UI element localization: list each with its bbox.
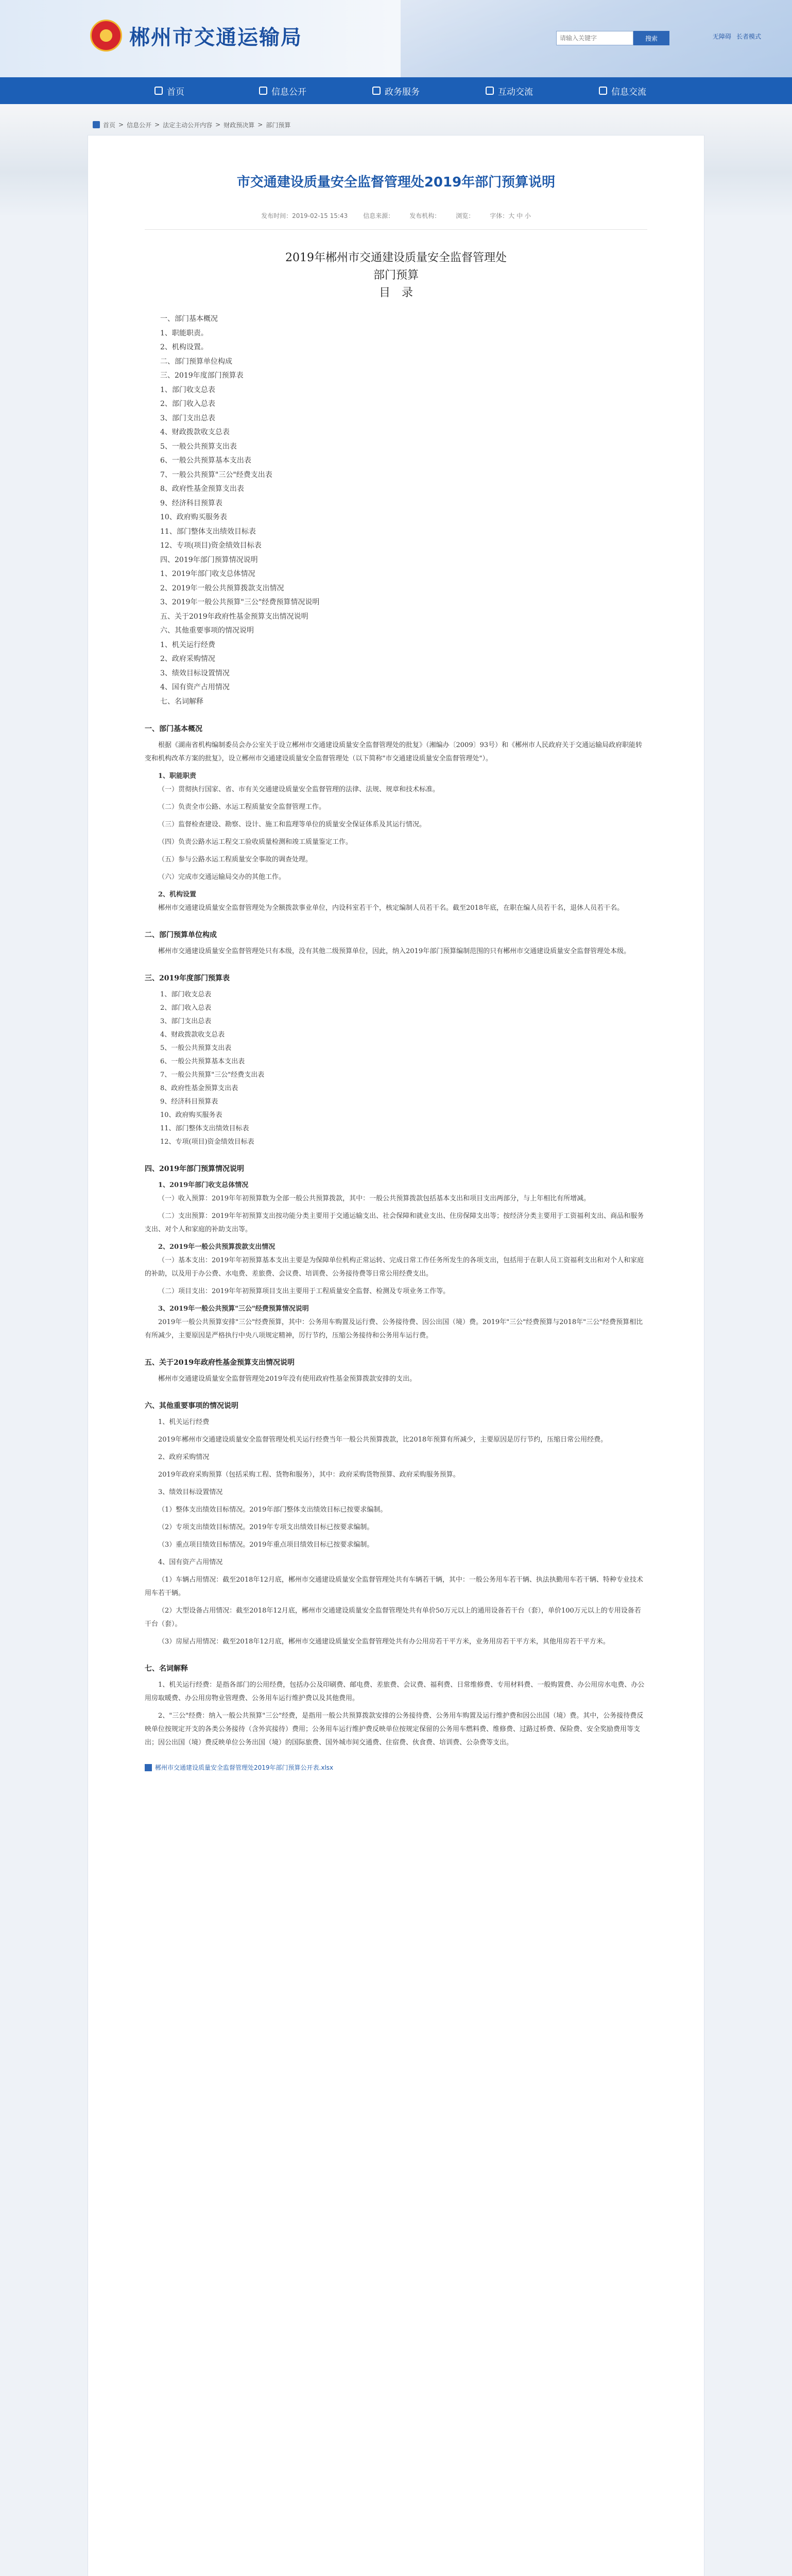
toc-item: 五、关于2019年政府性基金预算支出情况说明 xyxy=(160,612,308,621)
budget-table-item: 5、一般公共预算支出表 xyxy=(160,1044,232,1052)
budget-table-item: 11、部门整体支出绩效目标表 xyxy=(160,1125,249,1132)
budget-table-item: 7、一般公共预算"三公"经费支出表 xyxy=(160,1071,265,1079)
toc-item: 2、机构设置。 xyxy=(160,343,208,351)
national-emblem-icon xyxy=(90,20,122,52)
paragraph: （二）项目支出：2019年年初预算项目支出主要用于工程质量安全监督、检测及专项业务工作等。 xyxy=(158,1287,450,1295)
exchange-icon xyxy=(599,87,607,95)
duty-item: （六）完成市交通运输局交办的其他工作。 xyxy=(158,873,286,881)
subsection-title: 1、2019年部门收支总体情况 xyxy=(158,1181,249,1189)
section-title: 七、名词解释 xyxy=(145,1665,188,1673)
chat-icon xyxy=(486,87,494,95)
other-matter-item: （1）整体支出绩效目标情况。2019年部门整体支出绩效目标已按要求编制。 xyxy=(158,1506,387,1514)
doc-heading: 2019年郴州市交通建设质量安全监督管理处 xyxy=(285,251,507,264)
paragraph: 郴州市交通建设质量安全监督管理处只有本级，没有其他二级预算单位，因此，纳入2019年部门预算编制范围的只有郴州市交通建设质量安全监督管理处本级。 xyxy=(158,947,631,955)
toc-heading: 目 录 xyxy=(378,286,413,299)
home-icon xyxy=(154,87,163,95)
other-matter-item: 2019年政府采购预算（包括采购工程、货物和服务），其中：政府采购货物预算、政府采购服务预算。 xyxy=(158,1471,460,1479)
breadcrumb-info-public[interactable]: 信息公开 xyxy=(127,121,152,129)
nav-item-interaction[interactable]: 互动交流 xyxy=(453,77,566,104)
breadcrumb-budget[interactable]: 财政预决算 xyxy=(223,121,255,129)
search-button[interactable]: 搜索 xyxy=(633,31,669,45)
meta-publish-time: 发布时间：2019-02-15 15:43 xyxy=(261,212,348,219)
meta-publisher: 发布机构： xyxy=(409,212,441,219)
other-matter-item: （2）大型设备占用情况：截至2018年12月底，郴州市交通建设质量安全监督管理处共有单价50万元以上的通用设备若干台（套），单价100万元以上的专用设备若干台（套）。 xyxy=(145,1607,641,1628)
subsection-title: 2、2019年一般公共预算拨款支出情况 xyxy=(158,1243,276,1251)
toc-item: 10、政府购买服务表 xyxy=(160,513,227,521)
toc-item: 四、2019年部门预算情况说明 xyxy=(160,555,258,564)
paragraph: （一）基本支出：2019年年初预算基本支出主要是为保障单位机构正常运转、完成日常工作任务所发生的各项支出，包括用于在职人员工资福利支出和对个人和家庭的补助，以及用于办公费、水电费、差旅费、会议费、培训费、公务接待费等日常公用经费支出。 xyxy=(145,1257,644,1278)
toc-item: 1、职能职责。 xyxy=(160,329,208,337)
budget-table-item: 4、财政拨款收支总表 xyxy=(160,1031,225,1039)
toc-item: 六、其他重要事项的情况说明 xyxy=(160,626,254,635)
toc-item: 4、财政拨款收支总表 xyxy=(160,428,230,436)
other-matter-item: 2019年郴州市交通建设质量安全监督管理处机关运行经费当年一般公共预算拨款，比2018年预算有所减少，主要原因是厉行节约，压缩日常公用经费。 xyxy=(158,1436,608,1444)
breadcrumb-dept-budget[interactable]: 部门预算 xyxy=(266,121,291,129)
other-matter-item: 4、国有资产占用情况 xyxy=(158,1558,223,1566)
glossary-item: 2、"三公"经费：纳入一般公共预算"三公"经费，是指用一般公共预算拨款安排的公务接待费、公务用车购置及运行维护费和因公出国（境）费。其中，公务接待费反映单位按规定开支的各类公务接待（含外宾接待）费用；公务用车运行维护费反映单位按规定保留的公务用车燃料费、维修费、过路过桥费、保险费、安全奖励费用等支出；因公出国（境）费反映单位公务出国（境）的国际旅费、国外城市间交通费、住宿费、伙食费、培训费、公杂费等支出。 xyxy=(145,1712,644,1747)
toc-item: 3、部门支出总表 xyxy=(160,414,215,422)
article-container xyxy=(88,135,704,2576)
table-of-contents xyxy=(145,312,647,709)
budget-table-item: 2、部门收入总表 xyxy=(160,1004,212,1012)
location-icon xyxy=(93,121,100,128)
toc-item: 2、2019年一般公共预算拨款支出情况 xyxy=(160,584,284,592)
other-matter-item: （3）重点项目绩效目标情况。2019年重点项目绩效目标已按要求编制。 xyxy=(158,1541,374,1549)
document-icon xyxy=(259,87,267,95)
site-logo[interactable] xyxy=(90,20,302,52)
other-matter-item: 1、机关运行经费 xyxy=(158,1418,210,1426)
service-icon xyxy=(372,87,381,95)
toc-item: 2、政府采购情况 xyxy=(160,655,215,663)
top-header xyxy=(0,0,792,77)
nav-item-home[interactable]: 首页 xyxy=(113,77,226,104)
section-title: 六、其他重要事项的情况说明 xyxy=(145,1402,238,1410)
section-title: 五、关于2019年政府性基金预算支出情况说明 xyxy=(145,1359,295,1367)
paragraph: 根据《湖南省机构编制委员会办公室关于设立郴州市交通建设质量安全监督管理处的批复》（湘编办〔2009〕93号）和《郴州市人民政府关于交通运输局政府职能转变和机构改革方案的批复》，设立郴州市交通建设质量安全监督管理处（以下简称"市交通建设质量安全监督管理处"）。 xyxy=(145,741,643,762)
section-title: 一、部门基本概况 xyxy=(145,725,202,733)
attachment-name: 郴州市交通建设质量安全监督管理处2019年部门预算公开表.xlsx xyxy=(155,1764,334,1771)
section-title: 二、部门预算单位构成 xyxy=(145,931,217,939)
budget-table-item: 8、政府性基金预算支出表 xyxy=(160,1084,238,1092)
elder-mode-link[interactable]: 长者模式 xyxy=(736,33,761,40)
duty-item: （三）监督检查建设、勘察、设计、施工和监理等单位的质量安全保证体系及其运行情况。 xyxy=(158,821,426,828)
breadcrumb: 首页 > 信息公开 > 法定主动公开内容 > 财政预决算 > 部门预算 xyxy=(88,114,704,135)
toc-item: 七、名词解释 xyxy=(160,697,203,706)
meta-source: 信息来源： xyxy=(363,212,394,219)
paragraph: 郴州市交通建设质量安全监督管理处2019年没有使用政府性基金预算拨款安排的支出。 xyxy=(158,1375,417,1383)
duty-item: （二）负责全市公路、水运工程质量安全监督管理工作。 xyxy=(158,803,326,811)
other-matter-item: 3、绩效目标设置情况 xyxy=(158,1488,223,1496)
budget-table-item: 6、一般公共预算基本支出表 xyxy=(160,1058,245,1065)
budget-table-item: 12、专项(项目)资金绩效目标表 xyxy=(160,1138,254,1146)
toc-item: 12、专项(项目)资金绩效目标表 xyxy=(160,541,262,550)
nav-item-info-public[interactable]: 信息公开 xyxy=(226,77,339,104)
subsection-title: 3、2019年一般公共预算"三公"经费预算情况说明 xyxy=(158,1305,309,1313)
meta-font-size[interactable]: 字体：大 中 小 xyxy=(490,212,531,219)
toc-item: 7、一般公共预算"三公"经费支出表 xyxy=(160,470,272,479)
breadcrumb-home[interactable]: 首页 xyxy=(103,121,116,129)
duty-item: （四）负责公路水运工程交工验收质量检测和竣工质量鉴定工作。 xyxy=(158,838,353,846)
search-box xyxy=(556,31,669,45)
toc-item: 1、部门收支总表 xyxy=(160,385,215,394)
doc-subheading: 部门预算 xyxy=(373,269,419,282)
nav-item-gov-service[interactable]: 政务服务 xyxy=(339,77,453,104)
paragraph: （二）支出预算：2019年年初预算支出按功能分类主要用于交通运输支出、社会保障和就业支出、住房保障支出等；按经济分类主要用于工资福利支出、商品和服务支出、对个人和家庭的补助支出等。 xyxy=(145,1212,644,1233)
subsection-title: 2、机构设置 xyxy=(158,891,197,899)
attachment-icon xyxy=(145,1764,152,1771)
toc-item: 2、部门收入总表 xyxy=(160,400,215,408)
section-title: 四、2019年部门预算情况说明 xyxy=(145,1165,244,1173)
toc-item: 3、绩效目标设置情况 xyxy=(160,669,230,677)
toc-item: 6、一般公共预算基本支出表 xyxy=(160,456,251,465)
budget-table-item: 10、政府购买服务表 xyxy=(160,1111,222,1119)
budget-table-item: 3、部门支出总表 xyxy=(160,1018,212,1025)
toc-item: 1、2019年部门收支总体情况 xyxy=(160,570,255,578)
paragraph: （一）收入预算：2019年年初预算数为全部一般公共预算拨款，其中：一般公共预算拨款包括基本支出和项目支出两部分，与上年相比有所增减。 xyxy=(158,1195,591,1202)
toc-item: 5、一般公共预算支出表 xyxy=(160,442,237,451)
toc-item: 1、机关运行经费 xyxy=(160,640,215,649)
duty-item: （一）贯彻执行国家、省、市有关交通建设质量安全监督管理的法律、法规、规章和技术标准。 xyxy=(158,786,440,793)
search-input[interactable] xyxy=(556,31,633,45)
other-matters-list xyxy=(145,1416,647,1649)
section-title: 三、2019年度部门预算表 xyxy=(145,974,230,982)
subsection-title: 1、职能职责 xyxy=(158,772,197,780)
main-nav xyxy=(0,77,792,104)
meta-views: 浏览： xyxy=(456,212,475,219)
glossary-item: 1、机关运行经费：是指各部门的公用经费，包括办公及印刷费、邮电费、差旅费、会议费、福利费、日常维修费、专用材料费、一般购置费、办公用房水电费、办公用房取暖费、办公用房物业管理费、公务用车运行维护费以及其他费用。 xyxy=(145,1681,645,1702)
other-matter-item: （1）车辆占用情况：截至2018年12月底，郴州市交通建设质量安全监督管理处共有车辆若干辆，其中：一般公务用车若干辆、执法执勤用车若干辆、特种专业技术用车若干辆。 xyxy=(145,1576,643,1597)
toc-item: 一、部门基本概况 xyxy=(160,315,218,323)
breadcrumb-active-disclosure[interactable]: 法定主动公开内容 xyxy=(163,121,213,129)
paragraph: 2019年一般公共预算安排"三公"经费预算，其中：公务用车购置及运行费、公务接待费、因公出国（境）费。2019年"三公"经费预算与2018年"三公"经费预算相比有所减少，主要原因是严格执行中央八项规定精神，厉行节约，压缩公务接待和公务用车运行费。 xyxy=(145,1318,643,1340)
duty-item: （五）参与公路水运工程质量安全事故的调查处理。 xyxy=(158,856,313,863)
nav-item-info-exchange[interactable]: 信息交流 xyxy=(566,77,679,104)
top-links xyxy=(713,32,761,41)
toc-item: 4、国有资产占用情况 xyxy=(160,683,230,691)
site-title: 郴州市交通运输局 xyxy=(129,25,302,49)
accessibility-link[interactable]: 无障碍 xyxy=(712,33,731,40)
toc-item: 3、2019年一般公共预算"三公"经费预算情况说明 xyxy=(160,598,320,606)
other-matter-item: 2、政府采购情况 xyxy=(158,1453,210,1461)
toc-item: 二、部门预算单位构成 xyxy=(160,357,232,366)
attachment-link[interactable] xyxy=(145,1763,647,1772)
paragraph: 郴州市交通建设质量安全监督管理处为全额拨款事业单位，内设科室若干个，核定编制人员若干名。截至2018年底，在职在编人员若干名，退休人员若干名。 xyxy=(158,904,624,912)
glossary-list xyxy=(145,1679,647,1750)
toc-item: 9、经济科目预算表 xyxy=(160,499,222,507)
toc-item: 三、2019年度部门预算表 xyxy=(160,371,244,380)
budget-table-item: 1、部门收支总表 xyxy=(160,991,212,998)
budget-table-item: 9、经济科目预算表 xyxy=(160,1098,218,1106)
toc-item: 11、部门整体支出绩效目标表 xyxy=(160,527,256,536)
article-title: 市交通建设质量安全监督管理处2019年部门预算说明 xyxy=(236,175,556,190)
article-meta xyxy=(145,211,647,230)
other-matter-item: （3）房屋占用情况：截至2018年12月底，郴州市交通建设质量安全监督管理处共有办公用房若干平方米，业务用房若干平方米，其他用房若干平方米。 xyxy=(158,1638,610,1646)
budget-tables-list xyxy=(145,988,647,1149)
duties-list xyxy=(145,783,647,884)
other-matter-item: （2）专项支出绩效目标情况。2019年专项支出绩效目标已按要求编制。 xyxy=(158,1523,374,1531)
toc-item: 8、政府性基金预算支出表 xyxy=(160,485,244,493)
